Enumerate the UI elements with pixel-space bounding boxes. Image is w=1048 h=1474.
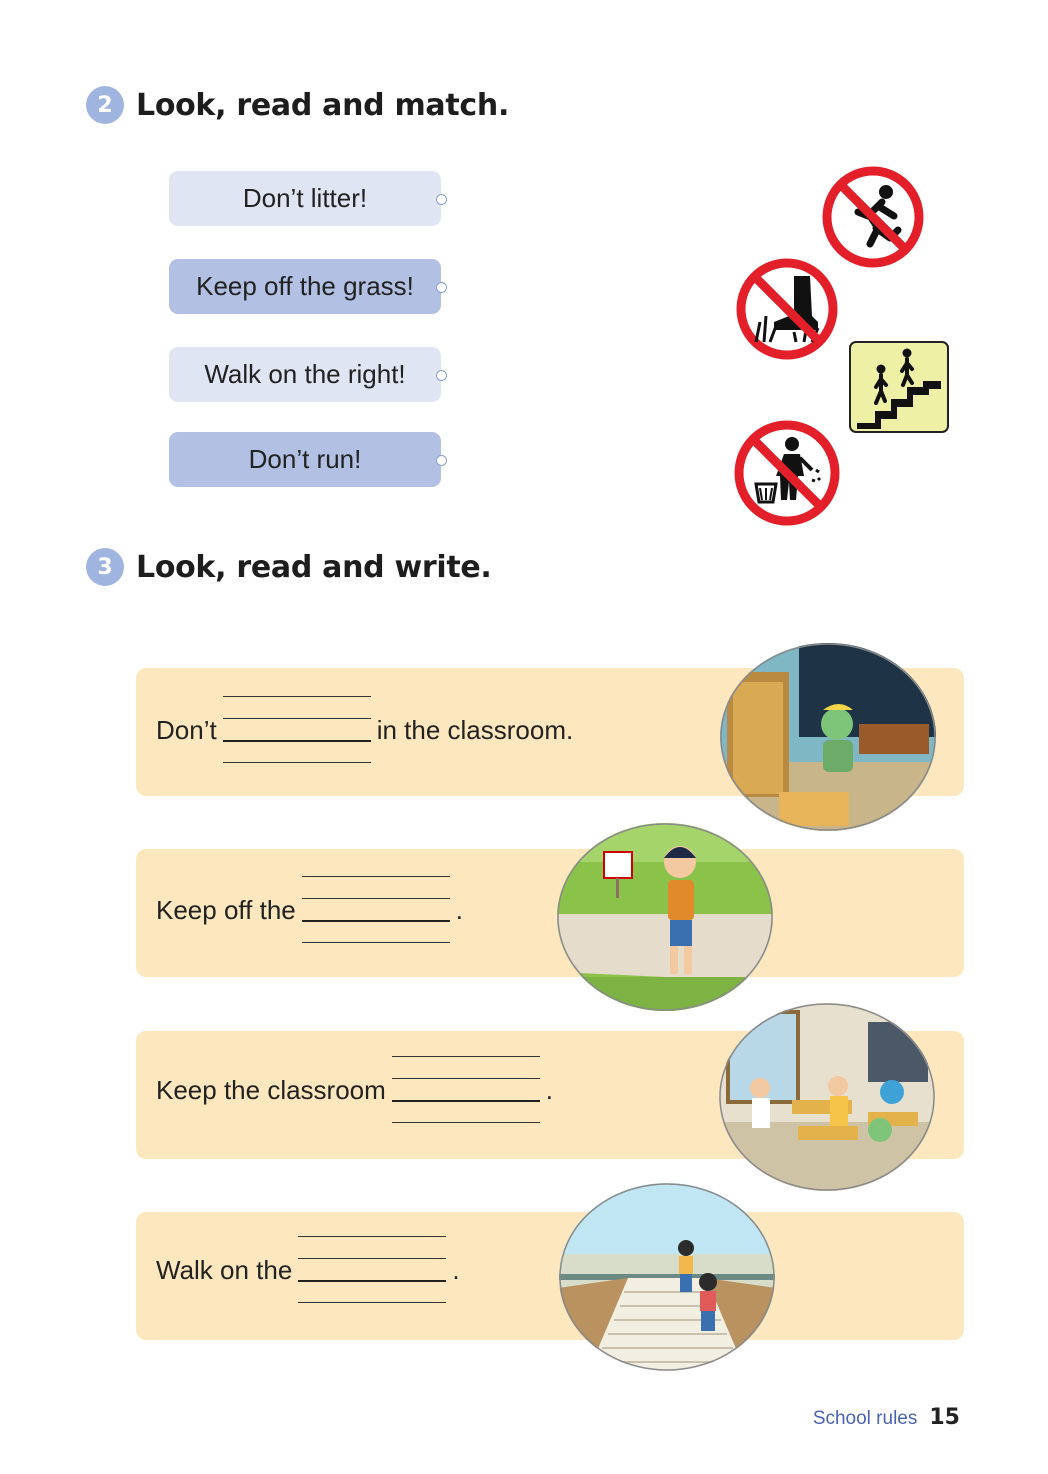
sentence-4: [156, 1236, 460, 1304]
match-dot[interactable]: [436, 455, 447, 466]
no-littering-sign-icon[interactable]: [732, 418, 842, 528]
no-stepping-on-grass-sign-icon[interactable]: [734, 256, 840, 362]
match-dot[interactable]: [436, 194, 447, 205]
sentence-end: in the classroom.: [376, 714, 574, 745]
sentence-start: Keep the classroom: [156, 1074, 386, 1105]
phrase-card-dont-run[interactable]: [169, 432, 441, 487]
stairs-walking-illustration: [558, 1182, 776, 1372]
phrase-card-walk-on-right[interactable]: [169, 347, 441, 402]
sentence-1: [156, 696, 573, 764]
answer-lines[interactable]: [298, 1236, 446, 1304]
phrase-card-keep-off-grass[interactable]: [169, 259, 441, 314]
exercise-title: Look, read and write.: [136, 549, 492, 585]
sentence-start: Walk on the: [156, 1254, 293, 1285]
answer-lines[interactable]: [302, 876, 450, 944]
phrase-text: Don’t run!: [248, 444, 362, 474]
phrase-text: Keep off the grass!: [196, 271, 414, 301]
unit-title: School rules: [812, 1408, 918, 1429]
sentence-end: .: [455, 894, 463, 925]
exercise-3-heading: [86, 548, 492, 586]
phrase-card-dont-litter[interactable]: [169, 171, 441, 226]
answer-lines[interactable]: [223, 696, 371, 764]
exercise-number-badge: 3: [86, 548, 124, 586]
cleaning-classroom-illustration: [718, 1002, 936, 1192]
phrase-text: Walk on the right!: [204, 359, 406, 389]
match-dot[interactable]: [436, 282, 447, 293]
sentence-end: .: [545, 1074, 554, 1105]
exercise-title: Look, read and match.: [136, 87, 510, 123]
page-number: 15: [929, 1405, 960, 1430]
no-running-sign-icon[interactable]: [820, 164, 926, 270]
sentence-2: [156, 876, 463, 944]
sentence-3: [156, 1056, 553, 1124]
exercise-2-heading: [86, 86, 509, 124]
walk-on-right-stairs-sign-icon[interactable]: [849, 341, 949, 433]
phrase-text: Don’t litter!: [242, 183, 368, 213]
match-dot[interactable]: [436, 370, 447, 381]
sentence-end: .: [452, 1254, 460, 1285]
answer-lines[interactable]: [392, 1056, 540, 1124]
sentence-start: Don’t: [156, 714, 217, 745]
sentence-start: Keep off the: [156, 894, 296, 925]
classroom-running-illustration: [719, 642, 937, 832]
boy-on-path-illustration: [556, 822, 774, 1012]
exercise-number-badge: 2: [86, 86, 124, 124]
page-footer: [813, 1405, 960, 1430]
